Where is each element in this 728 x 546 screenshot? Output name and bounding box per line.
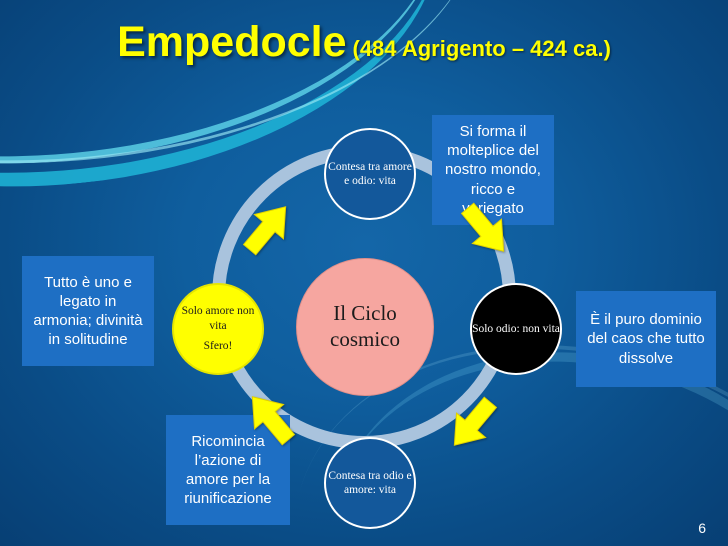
page-number: 6 xyxy=(698,520,706,536)
center-line-1: Il Ciclo xyxy=(333,301,397,326)
callout-right-text: È il puro dominio del caos che tutto dissolve xyxy=(587,311,705,367)
node-top-label: Contesa tra amore e odio: vita xyxy=(328,160,412,187)
node-right xyxy=(470,283,562,375)
callout-bottom-left-text: Ricomincia l’azione di amore per la riunificazione xyxy=(184,432,272,508)
title-subtitle: (484 Agrigento – 424 ca.) xyxy=(352,36,611,61)
title-main: Empedocle xyxy=(117,18,347,66)
node-top xyxy=(324,128,416,220)
page-title xyxy=(0,18,728,67)
node-left-label-2: Sfero! xyxy=(203,340,233,353)
node-right-label: Solo odio: non vita xyxy=(472,322,560,335)
node-bottom-label: Contesa tra odio e amore: vita xyxy=(328,469,412,496)
callout-left-text: Tutto è uno e legato in armonia; divinità in solitudine xyxy=(33,273,143,349)
center-line-2: cosmico xyxy=(330,327,400,351)
center-label xyxy=(296,258,434,396)
callout-right xyxy=(576,291,716,387)
node-left-label-1: Solo amore non vita xyxy=(181,305,255,332)
callout-top-right-text: Si forma il molteplice del nostro mondo, ricco e variegato xyxy=(445,123,541,217)
node-left xyxy=(172,283,264,375)
callout-left xyxy=(22,256,154,366)
node-bottom xyxy=(324,437,416,529)
